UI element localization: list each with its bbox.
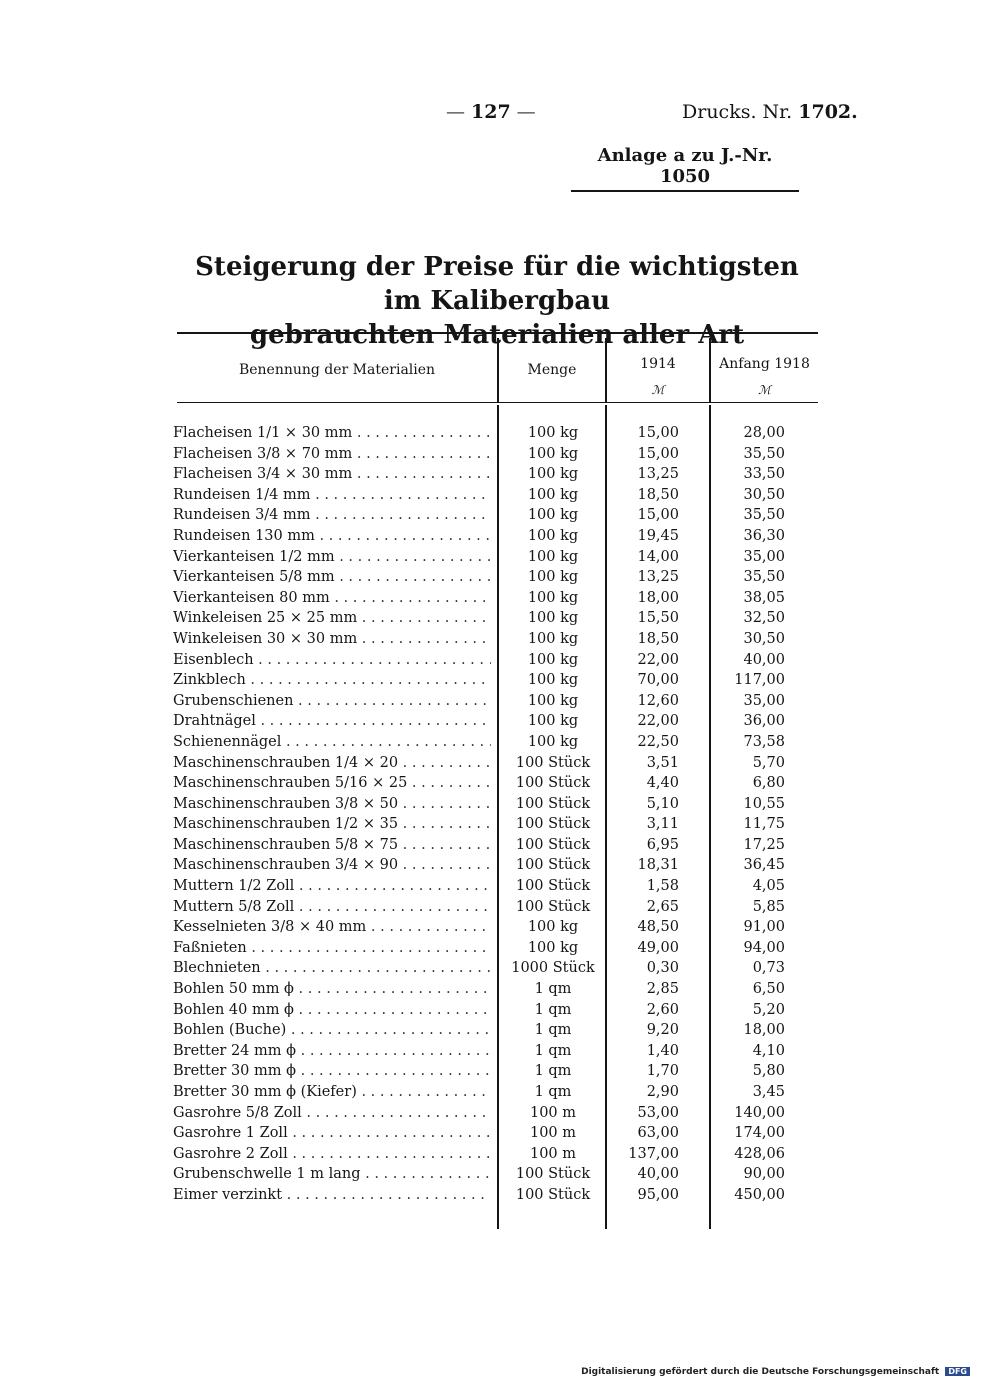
price-1914-cell: 4,40 <box>646 775 679 792</box>
table-row <box>0 629 1000 650</box>
table-row <box>0 608 1000 629</box>
table-row <box>0 732 1000 753</box>
price-1914-cell: 6,95 <box>646 836 679 853</box>
price-1918-cell: 450,00 <box>734 1186 785 1203</box>
material-name: Winkeleisen 25 × 25 mm . . . <box>173 608 491 629</box>
table-row <box>0 464 1000 485</box>
price-1914-cell: 63,00 <box>637 1125 679 1142</box>
price-1918-cell: 4,05 <box>752 878 785 895</box>
price-1918-cell: 35,00 <box>743 548 785 565</box>
price-1918-cell: 30,50 <box>743 486 785 503</box>
price-1918-cell: 73,58 <box>743 733 785 750</box>
quantity-cell: 100 kg <box>527 692 579 709</box>
price-1918-cell: 18,00 <box>743 1022 785 1039</box>
table-row <box>0 444 1000 465</box>
quantity-cell: 100 m <box>529 1104 577 1121</box>
price-1914-cell: 2,85 <box>646 981 679 998</box>
material-name: Faßnieten . . . <box>173 938 491 959</box>
material-name: Gasrohre 5/8 Zoll . . . <box>173 1103 491 1124</box>
quantity-cell: 1000 Stück <box>511 960 595 977</box>
quantity-cell: 100 kg <box>527 527 579 544</box>
price-1914-cell: 22,00 <box>637 713 679 730</box>
price-1914-cell: 1,40 <box>646 1042 679 1059</box>
price-1918-cell: 36,00 <box>743 713 785 730</box>
material-name: Gasrohre 2 Zoll . . . <box>173 1144 491 1165</box>
material-name: Maschinenschrauben 5/8 × 75 . . . <box>173 835 491 856</box>
material-name: Rundeisen 1/4 mm . . . <box>173 485 491 506</box>
price-1918-cell: 30,50 <box>743 630 785 647</box>
price-1914-cell: 13,25 <box>637 569 679 586</box>
quantity-cell: 100 kg <box>527 651 579 668</box>
table-row <box>0 876 1000 897</box>
price-1914-cell: 18,31 <box>637 857 679 874</box>
table-row <box>0 1061 1000 1082</box>
table-row <box>0 1041 1000 1062</box>
material-name: Bretter 30 mm ϕ . . . <box>173 1061 491 1082</box>
document-title <box>172 250 822 352</box>
price-1918-cell: 174,00 <box>734 1125 785 1142</box>
quantity-cell: 100 Stück <box>515 1186 591 1203</box>
price-1918-cell: 36,30 <box>743 527 785 544</box>
price-1914-cell: 22,00 <box>637 651 679 668</box>
price-1914-cell: 95,00 <box>637 1186 679 1203</box>
price-1918-cell: 28,00 <box>743 425 785 441</box>
price-1918-cell: 91,00 <box>743 919 785 936</box>
table-row <box>0 547 1000 568</box>
price-1918-cell: 35,50 <box>743 445 785 462</box>
table-row <box>0 1123 1000 1144</box>
price-1914-cell: 15,00 <box>637 445 679 462</box>
quantity-cell: 100 kg <box>527 486 579 503</box>
table-row <box>0 753 1000 774</box>
price-1918-cell: 0,73 <box>752 960 785 977</box>
table-row <box>0 897 1000 918</box>
quantity-cell: 100 m <box>529 1125 577 1142</box>
column-header-1918: Anfang 1918 <box>719 356 810 372</box>
price-1914-cell: 3,51 <box>646 754 679 771</box>
table-row <box>0 855 1000 876</box>
quantity-cell: 100 kg <box>527 445 579 462</box>
price-1918-cell: 90,00 <box>743 1166 785 1183</box>
price-1914-cell: 0,30 <box>646 960 679 977</box>
table-row <box>0 567 1000 588</box>
price-1914-cell: 1,70 <box>646 1063 679 1080</box>
table-row <box>0 794 1000 815</box>
material-name: Grubenschwelle 1 m lang . . . <box>173 1164 491 1185</box>
quantity-cell: 100 kg <box>527 672 579 689</box>
table-row <box>0 1103 1000 1124</box>
price-1914-cell: 53,00 <box>637 1104 679 1121</box>
table-row <box>0 773 1000 794</box>
page-number-header <box>440 101 542 123</box>
price-1914-cell: 19,45 <box>637 527 679 544</box>
quantity-cell: 100 Stück <box>515 754 591 771</box>
table-row <box>0 835 1000 856</box>
table-row <box>0 1185 1000 1206</box>
quantity-cell: 100 kg <box>527 630 579 647</box>
quantity-cell: 100 Stück <box>515 836 591 853</box>
price-1918-cell: 10,55 <box>743 795 785 812</box>
price-1914-cell: 12,60 <box>637 692 679 709</box>
price-1918-cell: 35,00 <box>743 692 785 709</box>
price-1918-cell: 6,80 <box>752 775 785 792</box>
quantity-cell: 100 Stück <box>515 1166 591 1183</box>
price-1918-cell: 428,06 <box>734 1145 785 1162</box>
table-row <box>0 505 1000 526</box>
material-name: Maschinenschrauben 3/8 × 50 . . . <box>173 794 491 815</box>
price-1914-cell: 18,00 <box>637 589 679 606</box>
price-1918-cell: 4,10 <box>752 1042 785 1059</box>
price-1914-cell: 5,10 <box>646 795 679 812</box>
quantity-cell: 100 kg <box>527 733 579 750</box>
price-1918-cell: 117,00 <box>734 672 785 689</box>
table-row <box>0 1000 1000 1021</box>
title-line-2: gebrauchten Materialien aller Art <box>249 320 745 350</box>
quantity-cell: 100 kg <box>527 569 579 586</box>
currency-mark-1918: ℳ <box>758 383 771 397</box>
quantity-cell: 100 Stück <box>515 775 591 792</box>
material-name: Flacheisen 3/4 × 30 mm . . . <box>173 464 491 485</box>
price-1914-cell: 137,00 <box>628 1145 679 1162</box>
material-name: Bretter 24 mm ϕ . . . <box>173 1041 491 1062</box>
table-row <box>0 670 1000 691</box>
table-row <box>0 814 1000 835</box>
price-1918-cell: 3,45 <box>752 1084 785 1100</box>
quantity-cell: 1 qm <box>534 1022 572 1039</box>
price-1918-cell: 140,00 <box>734 1104 785 1121</box>
price-1914-cell: 18,50 <box>637 486 679 503</box>
page-dash-right: — <box>516 101 536 123</box>
drucksache-prefix: Drucks. Nr. <box>682 101 793 123</box>
material-name: Kesselnieten 3/8 × 40 mm . . . <box>173 917 491 938</box>
material-name: Flacheisen 3/8 × 70 mm . . . <box>173 444 491 465</box>
table-row <box>0 1164 1000 1185</box>
material-name: Bohlen (Buche) . . . <box>173 1020 491 1041</box>
table-row <box>0 958 1000 979</box>
price-1918-cell: 11,75 <box>743 816 785 833</box>
quantity-cell: 100 Stück <box>515 878 591 895</box>
price-1914-cell: 15,00 <box>637 425 679 441</box>
table-row <box>0 711 1000 732</box>
material-name: Maschinenschrauben 1/4 × 20 . . . <box>173 753 491 774</box>
quantity-cell: 100 Stück <box>515 816 591 833</box>
quantity-cell: 1 qm <box>534 1001 572 1018</box>
price-1918-cell: 32,50 <box>743 610 785 627</box>
material-name: Maschinenschrauben 1/2 × 35 . . . <box>173 814 491 835</box>
price-1914-cell: 49,00 <box>637 939 679 956</box>
price-1918-cell: 5,80 <box>752 1063 785 1080</box>
price-1918-cell: 38,05 <box>743 589 785 606</box>
price-1914-cell: 2,60 <box>646 1001 679 1018</box>
table-top-rule <box>177 332 818 334</box>
price-1918-cell: 94,00 <box>743 939 785 956</box>
material-name: Bohlen 40 mm ϕ . . . <box>173 1000 491 1021</box>
material-name: Muttern 1/2 Zoll . . . <box>173 876 491 897</box>
table-row <box>0 650 1000 671</box>
price-1914-cell: 3,11 <box>646 816 679 833</box>
quantity-cell: 1 qm <box>534 1042 572 1059</box>
price-table-body <box>0 423 1000 1206</box>
material-name: Blechnieten . . . <box>173 958 491 979</box>
dfg-logo: DFG <box>945 1367 970 1376</box>
price-1914-cell: 48,50 <box>637 919 679 936</box>
column-header-1914: 1914 <box>640 356 676 372</box>
price-1918-cell: 6,50 <box>752 981 785 998</box>
material-name: Grubenschienen . . . <box>173 691 491 712</box>
table-row <box>0 588 1000 609</box>
quantity-cell: 100 Stück <box>515 898 591 915</box>
material-name: Schienennägel . . . <box>173 732 491 753</box>
drucksache-number: 1702. <box>798 101 858 123</box>
quantity-cell: 100 Stück <box>515 857 591 874</box>
quantity-cell: 100 kg <box>527 939 579 956</box>
annex-label: Anlage a zu J.-Nr. 1050 <box>571 145 799 192</box>
drucksache-reference <box>682 101 858 123</box>
digitization-footer <box>581 1367 970 1377</box>
quantity-cell: 100 kg <box>527 589 579 606</box>
material-name: Vierkanteisen 5/8 mm . . . <box>173 567 491 588</box>
material-name: Vierkanteisen 1/2 mm . . . <box>173 547 491 568</box>
material-name: Flacheisen 1/1 × 30 mm . . . <box>173 423 491 444</box>
quantity-cell: 100 kg <box>527 507 579 524</box>
quantity-cell: 100 Stück <box>515 795 591 812</box>
price-1918-cell: 35,50 <box>743 507 785 524</box>
price-1914-cell: 18,50 <box>637 630 679 647</box>
quantity-cell: 100 kg <box>527 466 579 483</box>
quantity-cell: 100 kg <box>527 919 579 936</box>
price-1914-cell: 40,00 <box>637 1166 679 1183</box>
table-row <box>0 979 1000 1000</box>
price-1914-cell: 22,50 <box>637 733 679 750</box>
price-1914-cell: 70,00 <box>637 672 679 689</box>
material-name: Rundeisen 130 mm . . . <box>173 526 491 547</box>
material-name: Bohlen 50 mm ϕ . . . <box>173 979 491 1000</box>
table-row <box>0 917 1000 938</box>
price-1918-cell: 36,45 <box>743 857 785 874</box>
price-1914-cell: 2,90 <box>646 1084 679 1100</box>
price-1914-cell: 15,50 <box>637 610 679 627</box>
price-1918-cell: 40,00 <box>743 651 785 668</box>
price-1918-cell: 5,70 <box>752 754 785 771</box>
material-name: Maschinenschrauben 3/4 × 90 . . . <box>173 855 491 876</box>
table-row <box>0 691 1000 712</box>
table-row <box>0 423 1000 444</box>
material-name: Eimer verzinkt . . . <box>173 1185 491 1206</box>
price-1914-cell: 9,20 <box>646 1022 679 1039</box>
price-1914-cell: 1,58 <box>646 878 679 895</box>
price-1918-cell: 5,20 <box>752 1001 785 1018</box>
currency-mark-1914: ℳ <box>651 383 665 397</box>
table-row <box>0 526 1000 547</box>
quantity-cell: 1 qm <box>534 1063 572 1080</box>
page-dash-left: — <box>446 101 465 123</box>
material-name: Bretter 30 mm ϕ (Kiefer) . . . <box>173 1082 491 1103</box>
table-row <box>0 1082 1000 1103</box>
header-bottom-rule <box>177 402 818 403</box>
material-name: Muttern 5/8 Zoll . . . <box>173 897 491 918</box>
table-row <box>0 485 1000 506</box>
table-row <box>0 1144 1000 1165</box>
quantity-cell: 100 m <box>529 1145 577 1162</box>
price-1918-cell: 5,85 <box>752 898 785 915</box>
quantity-cell: 1 qm <box>534 981 572 998</box>
price-1914-cell: 15,00 <box>637 507 679 524</box>
footer-text: Digitalisierung gefördert durch die Deutsche Forschungsgemeinschaft <box>581 1367 940 1377</box>
material-name: Rundeisen 3/4 mm . . . <box>173 505 491 526</box>
price-1914-cell: 14,00 <box>637 548 679 565</box>
page-number: 127 <box>471 101 511 123</box>
material-name: Drahtnägel . . . <box>173 711 491 732</box>
table-row <box>0 1020 1000 1041</box>
quantity-cell: 100 kg <box>527 610 579 627</box>
material-name: Winkeleisen 30 × 30 mm . . . <box>173 629 491 650</box>
title-line-1: Steigerung der Preise für die wichtigsten im Kalibergbau <box>195 252 799 316</box>
table-row <box>0 938 1000 959</box>
quantity-cell: 1 qm <box>534 1084 572 1100</box>
material-name: Zinkblech . . . <box>173 670 491 691</box>
price-1918-cell: 17,25 <box>743 836 785 853</box>
material-name: Vierkanteisen 80 mm . . . <box>173 588 491 609</box>
price-1918-cell: 33,50 <box>743 466 785 483</box>
material-name: Eisenblech . . . <box>173 650 491 671</box>
quantity-cell: 100 kg <box>527 425 579 441</box>
price-1918-cell: 35,50 <box>743 569 785 586</box>
quantity-cell: 100 kg <box>527 548 579 565</box>
material-name: Maschinenschrauben 5/16 × 25 . . . <box>173 773 491 794</box>
column-header-quantity: Menge <box>527 362 577 378</box>
quantity-cell: 100 kg <box>527 713 579 730</box>
column-header-name: Benennung der Materialien <box>238 362 436 378</box>
price-1914-cell: 13,25 <box>637 466 679 483</box>
price-1914-cell: 2,65 <box>646 898 679 915</box>
material-name: Gasrohre 1 Zoll . . . <box>173 1123 491 1144</box>
